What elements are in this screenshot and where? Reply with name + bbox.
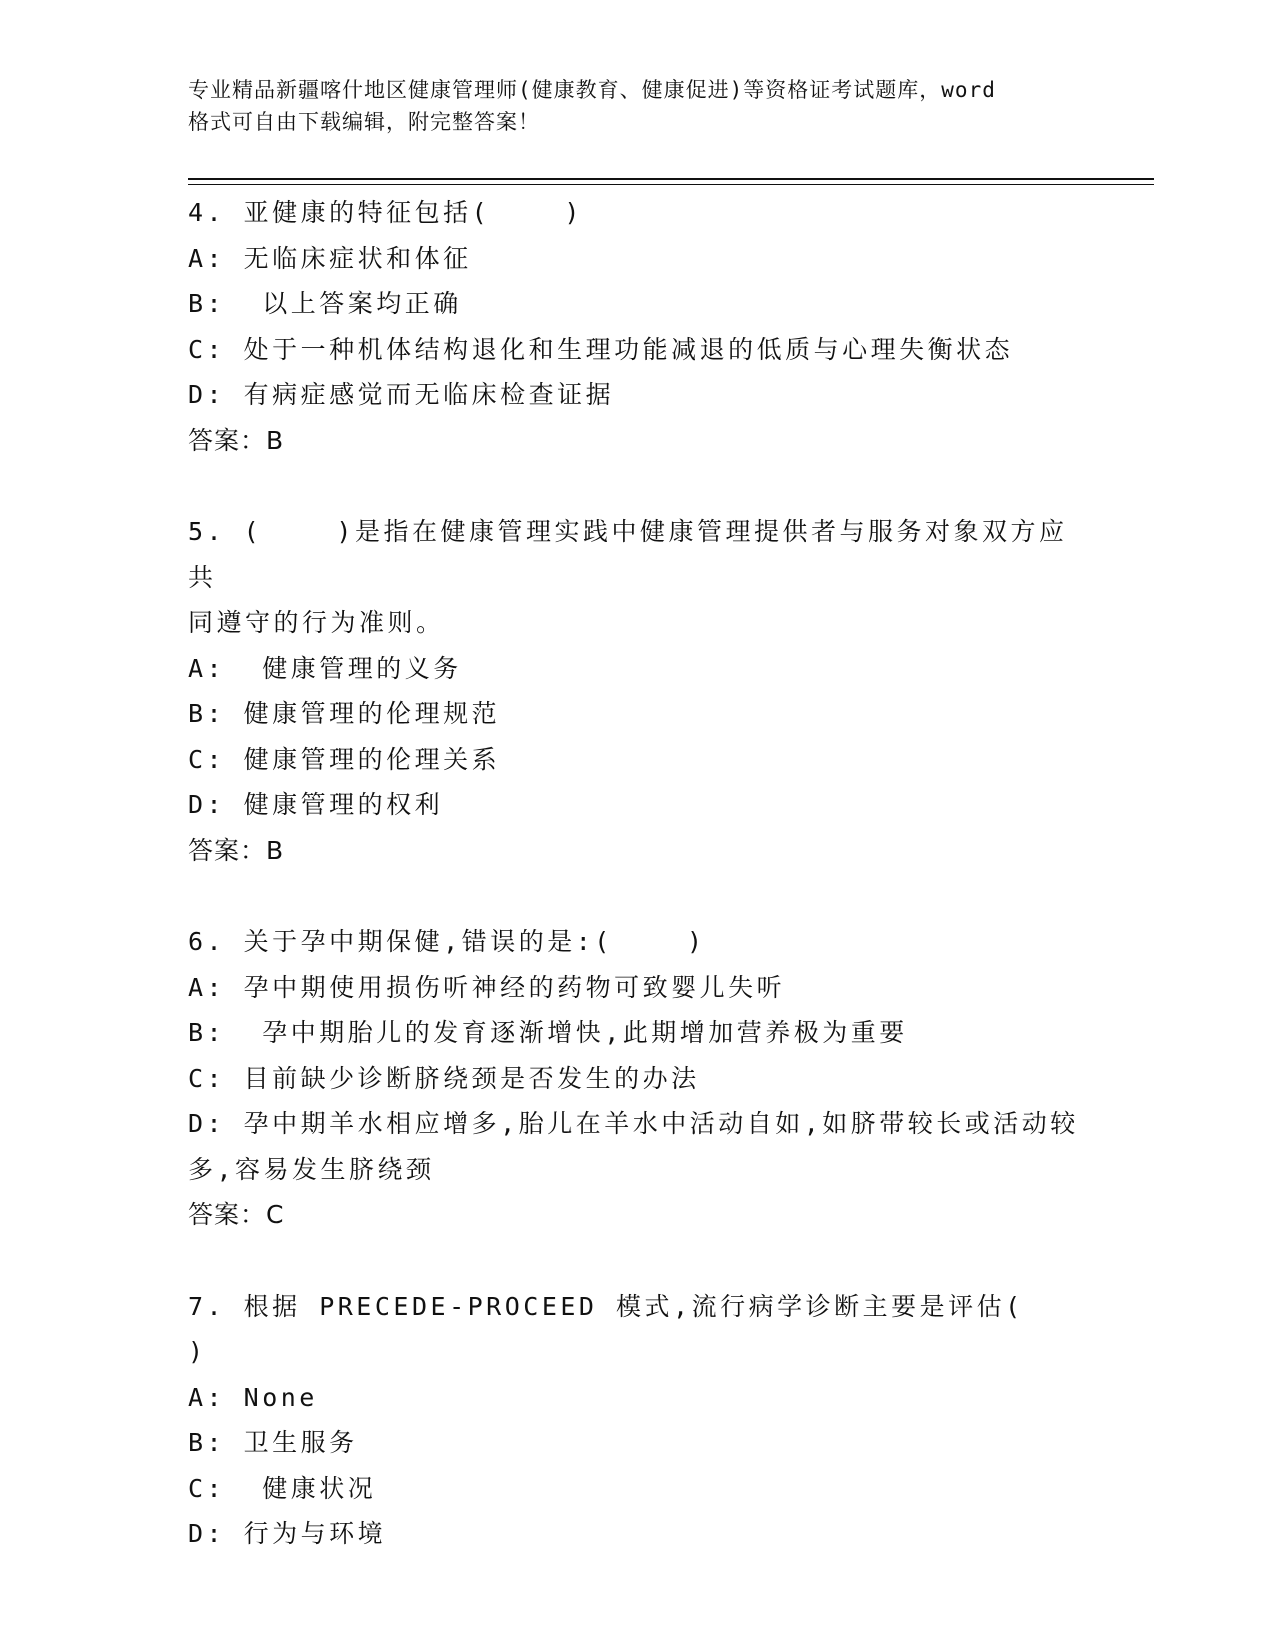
option-b: B: 以上答案均正确: [188, 289, 462, 318]
option-d: D: 健康管理的权利: [188, 790, 444, 819]
header-line-2: 格式可自由下载编辑，附完整答案！: [188, 110, 540, 134]
option-b: B: 孕中期胎儿的发育逐渐增快,此期增加营养极为重要: [188, 1018, 908, 1047]
answer-line: 答案：B: [188, 425, 285, 455]
option-d: D: 有病症感觉而无临床检查证据: [188, 380, 615, 409]
question-list: [188, 190, 1098, 1603]
header-divider-thick: [188, 178, 1154, 180]
header-divider-thin: [188, 184, 1154, 185]
option-d: D: 孕中期羊水相应增多,胎儿在羊水中活动自如,如脐带较长或活动较: [188, 1109, 1079, 1138]
option-a: A: 孕中期使用损伤听神经的药物可致婴儿失听: [188, 972, 786, 1002]
question-6: [188, 919, 1088, 1238]
header-line-1: 专业精品新疆喀什地区健康管理师(健康教育、健康促进)等资格证考试题库，word: [188, 78, 996, 102]
document-header: [188, 74, 1088, 138]
question-7: [188, 1284, 1098, 1557]
question-stem-continued: 同遵守的行为准则。: [188, 608, 445, 637]
option-a: A: None: [188, 1382, 318, 1412]
option-d: D: 行为与环境: [188, 1519, 387, 1548]
question-stem: 5. ( )是指在健康管理实践中健康管理提供者与服务对象双方应共: [188, 517, 1068, 592]
option-c: C: 目前缺少诊断脐绕颈是否发生的办法: [188, 1063, 700, 1093]
answer-line: 答案：C: [188, 1200, 285, 1229]
question-4: [188, 190, 1088, 463]
option-c: C: 健康状况: [188, 1473, 377, 1503]
question-stem: 6. 关于孕中期保健,错误的是:( ): [188, 927, 706, 956]
option-a: A: 无临床症状和体征: [188, 243, 472, 273]
question-5: [188, 509, 1088, 873]
question-stem: 7. 根据 PRECEDE-PROCEED 模式,流行病学诊断主要是评估( ): [188, 1291, 1098, 1366]
option-c: C: 处于一种机体结构退化和生理功能减退的低质与心理失衡状态: [188, 334, 1014, 364]
question-stem: 4. 亚健康的特征包括( ): [188, 198, 583, 227]
option-a: A: 健康管理的义务: [188, 653, 462, 683]
answer-line: 答案：B: [188, 835, 285, 865]
option-b: B: 卫生服务: [188, 1428, 358, 1457]
option-c: C: 健康管理的伦理关系: [188, 744, 501, 774]
option-b: B: 健康管理的伦理规范: [188, 699, 501, 728]
option-d-continued: 多,容易发生脐绕颈: [188, 1154, 435, 1184]
